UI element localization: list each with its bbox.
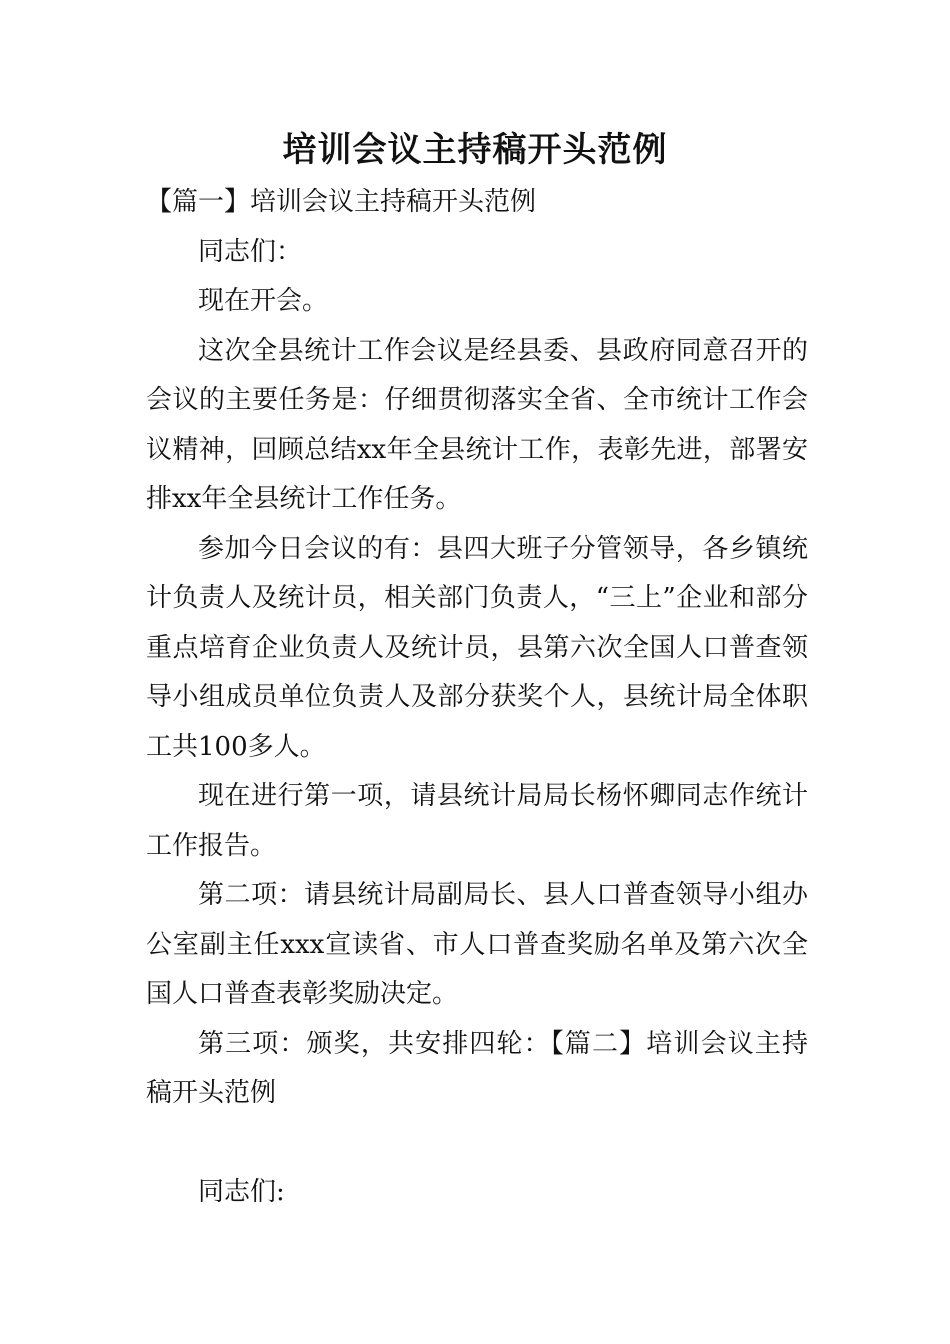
paragraph-item-one: 现在进行第一项，请县统计局局长杨怀卿同志作统计工作报告。	[146, 781, 808, 861]
paragraph-item-three: 第三项：颁奖，共安排四轮：【篇二】培训会议主持稿开头范例	[146, 1028, 808, 1108]
paragraph-item-two: 第二项：请县统计局副局长、县人口普查领导小组办公室副主任xxx宣读省、市人口普查奖励名单及第六次全国人口普查表彰奖励决定。	[146, 880, 808, 1009]
paragraph-greeting-second: 同志们:	[198, 1177, 285, 1207]
document-title: 培训会议主持稿开头范例	[282, 130, 668, 170]
blank-line	[146, 1119, 808, 1169]
section-heading: 【篇一】培训会议主持稿开头范例	[146, 187, 537, 217]
document-body	[146, 178, 808, 1218]
paragraph-meeting-purpose: 这次全县统计工作会议是经县委、县政府同意召开的会议的主要任务是：仔细贯彻落实全省、全市统计工作会议精神，回顾总结xx年全县统计工作，表彰先进，部署安排xx年全县统计工作任务。	[146, 335, 808, 514]
paragraph-greeting: 同志们：	[198, 236, 303, 267]
paragraph-attendees: 参加今日会议的有：县四大班子分管领导，各乡镇统计负责人及统计员，相关部门负责人，“三上”企业和部分重点培育企业负责人及统计员，县第六次全国人口普查领导小组成员单位负责人及部分获奖个人，县统计局全体职工共100多人。	[146, 533, 808, 762]
paragraph-open-meeting: 现在开会。	[198, 286, 329, 316]
